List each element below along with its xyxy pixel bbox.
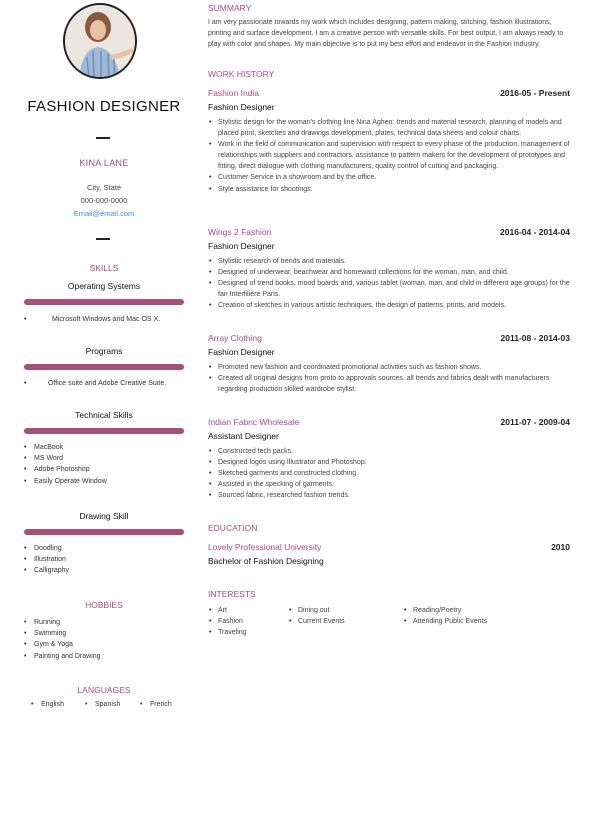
divider [96, 137, 110, 139]
profile-photo [63, 3, 137, 79]
email-link[interactable]: Email@email.com [73, 209, 135, 218]
skill-group-title: Technical Skills [75, 410, 133, 420]
school-name: Lovely Professional University [208, 542, 322, 552]
job-dates: 2016-05 - Present [500, 88, 570, 98]
list-item: • Creation of sketches in various artistic techniques, the design of patterns, prints, and models. [208, 300, 572, 311]
degree: Bachelor of Fashion Designing [208, 556, 324, 566]
job-role: Fashion Designer [208, 241, 275, 251]
list-item: • Assisted in the specking of garments. [208, 479, 572, 490]
duties-list [208, 256, 572, 311]
list-item: • Doodling [24, 543, 194, 554]
list-item: • Dining out [288, 605, 398, 616]
skill-level-bar [24, 364, 184, 370]
divider [96, 238, 110, 240]
languages-heading: LANGUAGES [77, 685, 131, 695]
skills-heading: SKILLS [89, 263, 119, 273]
list-item: • MS Word [24, 453, 194, 464]
education-heading: EDUCATION [208, 523, 258, 533]
job-role: Fashion Designer [208, 102, 275, 112]
list-item: • Attending Public Events [403, 616, 553, 627]
list-item: • Designed of underwear, beachwear and homeward collections for the woman, man, and child. [208, 267, 572, 278]
list-item: • Current Events [288, 616, 398, 627]
left-column [0, 0, 208, 838]
duties-list [208, 446, 572, 501]
list-item: • Reading/Poetry [403, 605, 553, 616]
skill-group-title: Operating Systems [67, 281, 141, 291]
woman-portrait-icon [65, 5, 137, 79]
list-item: • Style assistance for shootings. [208, 184, 572, 195]
list-item: • Fashion [208, 616, 288, 627]
job-title: FASHION DESIGNER [27, 98, 181, 115]
candidate-name: KINA LANE [79, 158, 129, 168]
job-dates: 2011-07 - 2009-04 [500, 417, 570, 427]
skill-list [24, 442, 194, 487]
list-item: • Illustration [24, 554, 194, 565]
skill-list [24, 378, 194, 389]
skill-group-title: Drawing Skill [79, 511, 129, 521]
list-item: • Painting and Drawing [24, 651, 194, 662]
list-item: • Running [24, 617, 194, 628]
company-name: Array Clothing [208, 333, 262, 343]
work-history-heading: WORK HISTORY [208, 69, 275, 79]
interests-column [403, 605, 553, 627]
company-name: Wings 2 Fashion [208, 227, 272, 237]
skill-level-bar [24, 428, 184, 434]
list-item: • Office suite and Adobe Creative Suite. [24, 378, 194, 389]
list-item: • Sketched garments and constructed clothing. [208, 468, 572, 479]
list-item: • Swimming [24, 628, 194, 639]
right-column [208, 0, 578, 838]
language-item: • French [150, 701, 172, 708]
company-name: Indian Fabric Wholesale [208, 417, 300, 427]
interests-column [288, 605, 398, 627]
skill-group-title: Programs [85, 346, 123, 356]
phone-text: 000-000-0000 [80, 196, 128, 205]
location-text: City, State [86, 183, 122, 192]
skill-level-bar [24, 529, 184, 535]
list-item: • Art [208, 605, 288, 616]
job-dates: 2016-04 - 2014-04 [500, 227, 570, 237]
job-role: Assistant Designer [208, 431, 279, 441]
company-name: Fashion India [208, 88, 260, 98]
list-item: • Traveling [208, 627, 288, 638]
list-item: • Created all original designs from proto to approvals sources, all trends and fabrics dealt with manufacturers regarding production skilled wardrobe stylist. [208, 373, 572, 395]
list-item: • Designed logos using Illustrator and Photoshop. [208, 457, 572, 468]
list-item: • Gym & Yoga [24, 639, 194, 650]
list-item: • Work in the field of communication and supervision with respect to every phase of the production, management of relationships with suppliers and contractors, assistance to pattern makers for the development of prototypes and fitting, direct dialogue with clothing manufacturers, quality control of cutting and packaging. [208, 139, 572, 172]
summary-heading: SUMMARY [208, 3, 252, 13]
interests-column [208, 605, 288, 639]
list-item: • Microsoft Windows and Mac OS X. [24, 314, 194, 325]
list-item: • Stylistic design for the woman's clothing line Nina Aghen: trends and material research, planning of models and placed print, sketches and drawings development, plates, technical data sheets and colour charts. [208, 117, 572, 139]
interests-heading: INTERESTS [208, 589, 256, 599]
list-item: • Constructed tech packs. [208, 446, 572, 457]
job-dates: 2011-08 - 2014-03 [500, 333, 570, 343]
list-item: • Customer Service in a showroom and by the office. [208, 172, 572, 183]
list-item: • Stylistic research of trends and materials. [208, 256, 572, 267]
list-item: • Sourced fabric, researched fashion trends. [208, 490, 572, 501]
hobbies-heading: HOBBIES [85, 600, 123, 610]
list-item: • MacBook [24, 442, 194, 453]
list-item: • Designed of trend books, mood boards and, various tablet (woman, man, and child in different age groups) for the fair Interfilière Paris. [208, 278, 572, 300]
hobbies-list [24, 617, 194, 662]
list-item: • Adobe Photoshop [24, 464, 194, 475]
language-item: • Spanish [95, 701, 120, 708]
duties-list [208, 117, 572, 195]
list-item: • Easily Operate Window [24, 476, 194, 487]
skill-list [24, 543, 194, 577]
language-item: • English [41, 701, 64, 708]
skill-level-bar [24, 299, 184, 305]
job-role: Fashion Designer [208, 347, 275, 357]
summary-text: I am very passionate towards my work which includes designing, pattern making, stitching, fashion illustrations, printing and surface development. I am a creative person with versatile skills. For best output, I am always ready to play with color and shapes. My main objective is to put my best effort and endeavor in the Fashion Industry. [208, 19, 564, 48]
list-item: • Calligraphy [24, 565, 194, 576]
skill-list [24, 314, 194, 325]
list-item: • Promoted new fashion and coordinated promotional activities such as fashion shows. [208, 362, 572, 373]
graduation-year: 2010 [551, 542, 570, 552]
duties-list [208, 362, 572, 395]
